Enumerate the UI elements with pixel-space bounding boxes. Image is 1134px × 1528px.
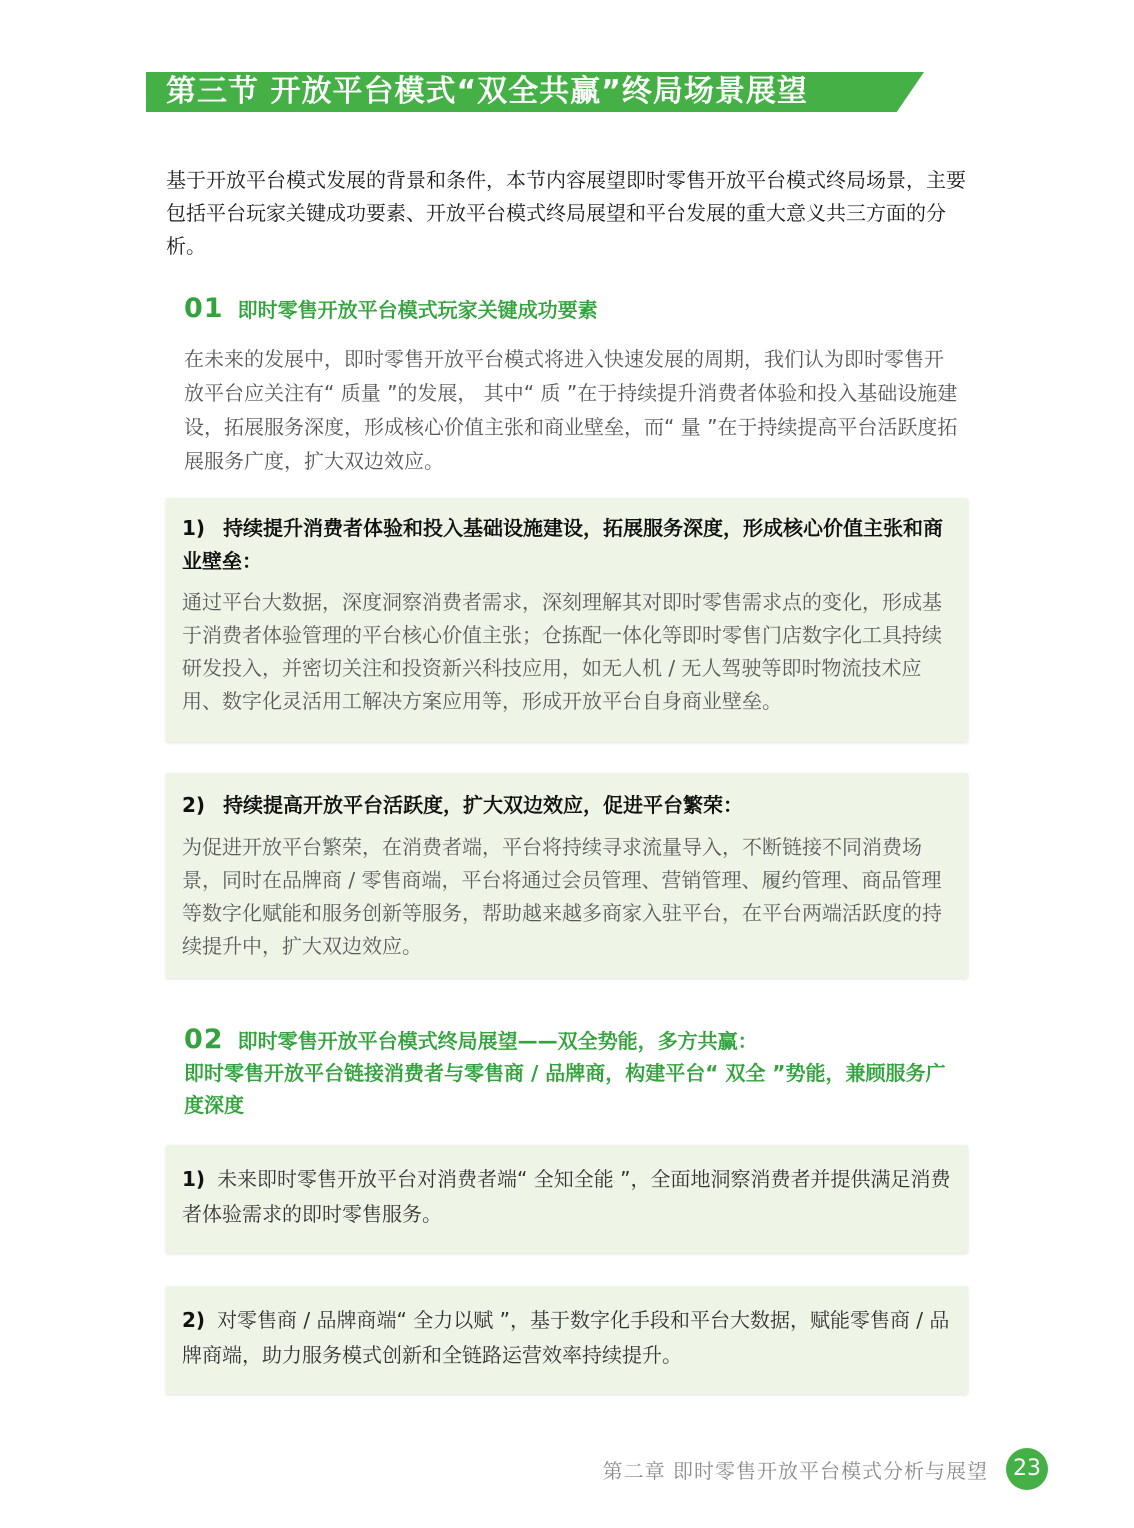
card-body: 为促进开放平台繁荣，在消费者端，平台将持续寻求流量导入，不断链接不同消费场景，同时在品牌商 / 零售商端，平台将通过会员管理、营销管理、履约管理、商品管理等数字化赋能和服务创新等服务，帮助越来越多商家入驻平台，在平台两端活跃度的持续提升中，扩大双边效应。 [182, 835, 942, 958]
point-card [166, 773, 968, 978]
card-index: 1) [182, 516, 206, 540]
card-text: 未来即时零售开放平台对消费者端“ 全知全能 ”，全面地洞察消费者并提供满足消费者体验需求的即时零售服务。 [182, 1167, 951, 1226]
section-title: 第三节 开放平台模式“双全共赢”终局场景展望 [166, 74, 808, 109]
point-card [166, 1145, 968, 1253]
subsection-heading-02 [184, 1024, 964, 1121]
subsection-title: 即时零售开放平台模式玩家关键成功要素 [237, 298, 598, 322]
card-point [182, 1162, 958, 1232]
card-index: 1) [182, 1167, 206, 1191]
point-card [166, 1286, 968, 1394]
subsection-title: 即时零售开放平台模式终局展望——双全势能，多方共赢： [237, 1029, 758, 1053]
subsection-paragraph: 在未来的发展中，即时零售开放平台模式将进入快速发展的周期，我们认为即时零售开放平台应关注有“ 质量 ”的发展， 其中“ 质 ”在于持续提升消费者体验和投入基础设施建设，拓展服务深度，形成核心价值主张和商业壁垒，而“ 量 ”在于持续提高平台活跃度拓展服务广度，扩大双边效应。 [184, 347, 958, 473]
subsection-number: 02 [184, 1024, 224, 1055]
subsection-subtitle: 即时零售开放平台链接消费者与零售商 / 品牌商，构建平台“ 双全 ”势能，兼顾服务广度深度 [184, 1061, 946, 1117]
card-point [182, 1303, 958, 1373]
card-text: 对零售商 / 品牌商端“ 全力以赋 ”，基于数字化手段和平台大数据，赋能零售商 / 品牌商端，助力服务模式创新和全链路运营效率持续提升。 [182, 1308, 950, 1367]
card-index: 2) [182, 793, 206, 817]
intro-paragraph: 基于开放平台模式发展的背景和条件，本节内容展望即时零售开放平台模式终局场景，主要包括平台玩家关键成功要素、开放平台模式终局展望和平台发展的重大意义共三方面的分析。 [166, 168, 966, 258]
card-body: 通过平台大数据，深度洞察消费者需求，深刻理解其对即时零售需求点的变化，形成基于消费者体验管理的平台核心价值主张；仓拣配一体化等即时零售门店数字化工具持续研发投入，并密切关注和投资新兴科技应用，如无人机 / 无人驾驶等即时物流技术应用、数字化灵活用工解决方案应用等，形成开放平台自身商业壁垒。 [182, 590, 942, 713]
card-index: 2) [182, 1308, 206, 1332]
page-number-badge: 23 [1006, 1448, 1048, 1490]
card-title [182, 789, 962, 822]
subsection-number: 01 [184, 293, 224, 324]
subsection-heading-01 [184, 292, 598, 327]
card-title-text: 持续提升消费者体验和投入基础设施建设，拓展服务深度，形成核心价值主张和商业壁垒： [182, 516, 944, 573]
card-title [182, 512, 962, 578]
footer-chapter-title: 第二章 即时零售开放平台模式分析与展望 [602, 1459, 988, 1483]
card-title-text: 持续提高开放平台活跃度，扩大双边效应，促进平台繁荣： [223, 793, 744, 817]
point-card [166, 498, 968, 742]
